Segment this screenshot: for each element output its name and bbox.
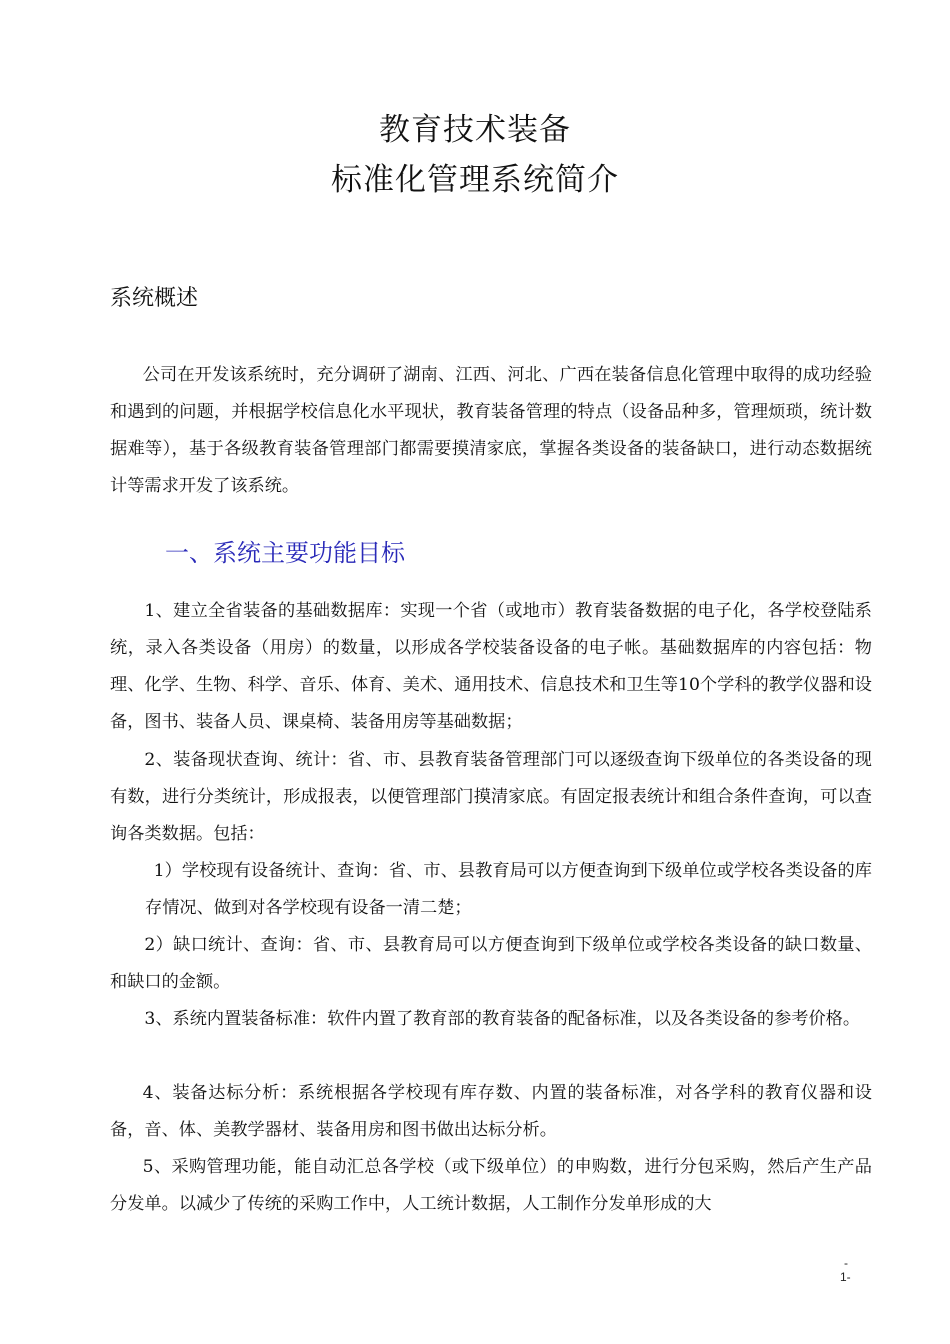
- function-subitem-2-2: 2）缺口统计、查询：省、市、县教育局可以方便查询到下级单位或学校各类设备的缺口数量、和缺口的金额。: [110, 935, 872, 992]
- function-item-3: 3、系统内置装备标准：软件内置了教育部的教育装备的配备标准，以及各类设备的参考价格。: [144, 1009, 861, 1029]
- section-heading: 一、系统主要功能目标: [165, 539, 405, 567]
- function-item-5: 5、采购管理功能，能自动汇总各学校（或下级单位）的申购数，进行分包采购，然后产生产品分发单。以减少了传统的采购工作中，人工统计数据，人工制作分发单形成的大: [110, 1157, 872, 1214]
- overview-heading: 系统概述: [110, 286, 199, 311]
- intro-paragraph: 公司在开发该系统时，充分调研了湖南、江西、河北、广西在装备信息化管理中取得的成功经验和遇到的问题，并根据学校信息化水平现状，教育装备管理的特点（设备品种多，管理烦琐，统计数据难等），基于各级教育装备管理部门都需要摸清家底，掌握各类设备的装备缺口，进行动态数据统计等需求开发了该系统。: [110, 365, 872, 496]
- page-number-dash: -: [844, 1256, 848, 1270]
- document-title-line1: 教育技术装备: [379, 112, 571, 148]
- function-subitem-2-1: 1）学校现有设备统计、查询：省、市、县教育局可以方便查询到下级单位或学校各类设备的库存情况、做到对各学校现有设备一清二楚；: [145, 861, 872, 918]
- function-item-1: 1、建立全省装备的基础数据库：实现一个省（或地市）教育装备数据的电子化，各学校登陆系统，录入各类设备（用房）的数量，以形成各学校装备设备的电子帐。基础数据库的内容包括：物理、化学、生物、科学、音乐、体育、美术、通用技术、信息技术和卫生等10个学科的教学仪器和设备，图书、装备人员、课桌椅、装备用房等基础数据；: [110, 601, 872, 732]
- page-number: [840, 1256, 851, 1284]
- function-item-4: 4、装备达标分析：系统根据各学校现有库存数、内置的装备标准，对各学科的教育仪器和设备，音、体、美教学器材、装备用房和图书做出达标分析。: [110, 1083, 872, 1140]
- function-item-2: 2、装备现状查询、统计：省、市、县教育装备管理部门可以逐级查询下级单位的各类设备的现有数，进行分类统计，形成报表，以便管理部门摸清家底。有固定报表统计和组合条件查询，可以查询各类数据。包括：: [110, 750, 872, 844]
- page-number-value: 1-: [840, 1270, 851, 1284]
- document-title-line2: 标准化管理系统简介: [331, 162, 619, 198]
